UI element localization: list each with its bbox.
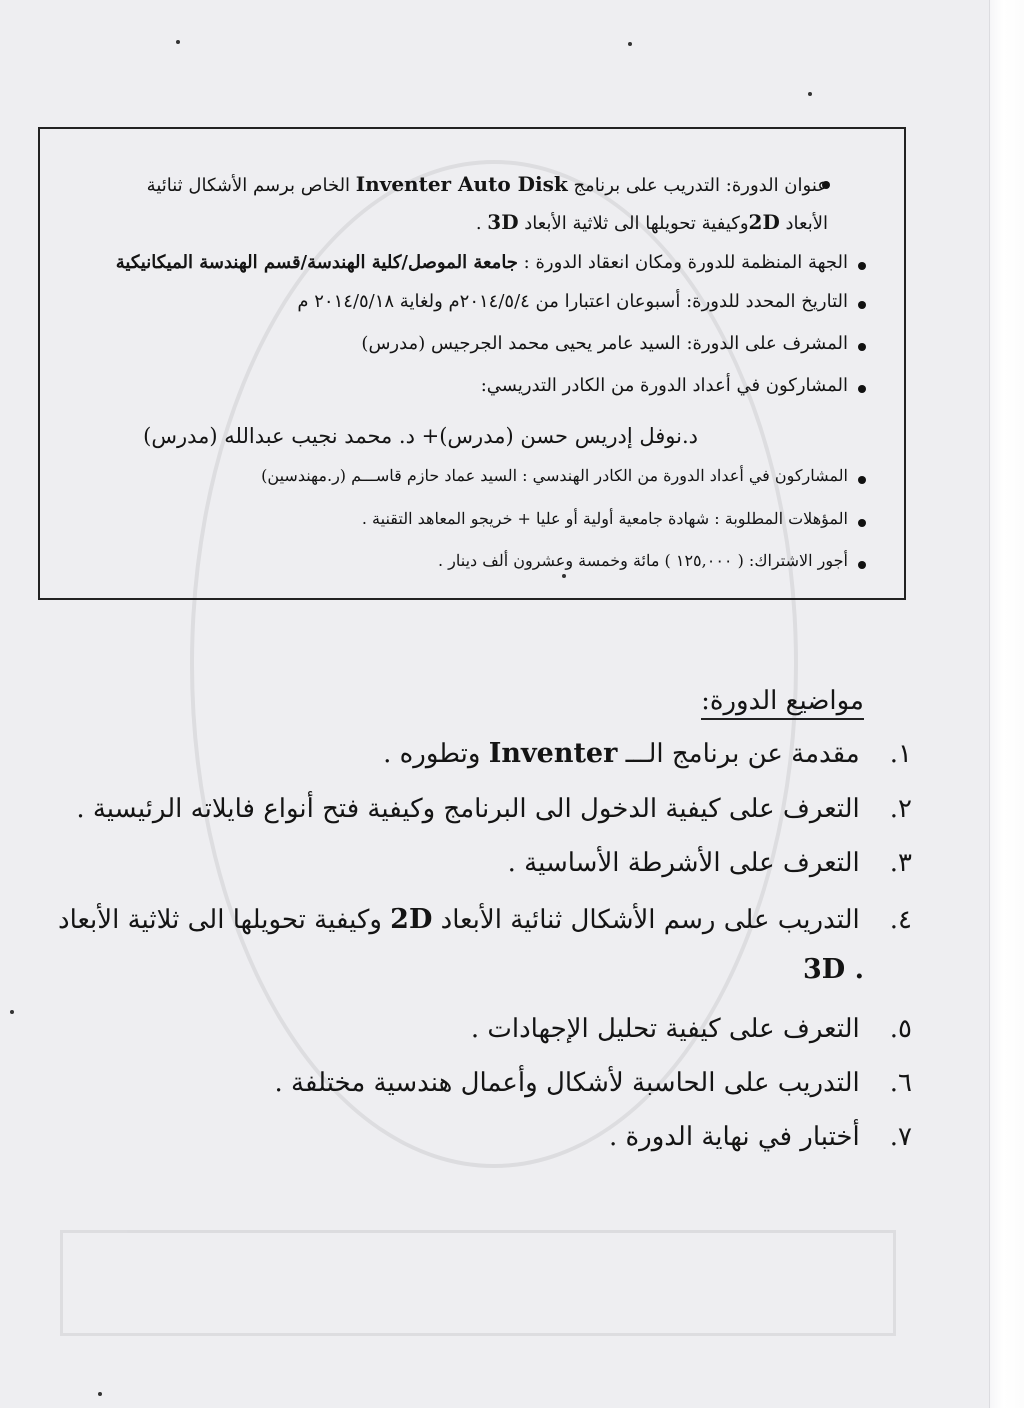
topic-item: ٦. التدريب على الحاسبة لأشكال وأعمال هندسية مختلفة . (274, 1068, 912, 1098)
bullet (858, 262, 866, 270)
course-dates: التاريخ المحدد للدورة: أسبوعان اعتبارا من ٢٠١٤/٥/٤م ولغاية ٢٠١٤/٥/١٨ م (297, 291, 848, 312)
topic-item: ٣. التعرف على الأشرطة الأساسية . (507, 848, 912, 878)
bullet (858, 519, 866, 527)
topic-item: ٤. التدريب على رسم الأشكال ثنائية الأبعاد 2D وكيفية تحويلها الى ثلاثية الأبعاد (58, 904, 912, 935)
topic-number: ١. (889, 739, 912, 769)
scan-speck (176, 40, 180, 44)
scan-speck (10, 1010, 14, 1014)
topic-number: ٧. (889, 1122, 912, 1152)
topic-item-continuation: . 3D (802, 954, 864, 985)
course-info-box (38, 127, 906, 600)
scan-speck (98, 1392, 102, 1396)
organizer-label: الجهة المنظمة للدورة ومكان انعقاد الدورة : (523, 252, 848, 273)
bullet (858, 561, 866, 569)
bullet (858, 343, 866, 351)
topic-item: ٧. أختبار في نهاية الدورة . (609, 1122, 912, 1152)
course-title-label: عنوان الدورة: (725, 175, 828, 196)
bullet (858, 385, 866, 393)
scan-speck (628, 42, 632, 46)
topic-number: ٤. (889, 905, 912, 935)
program-name: Inventer Auto Disk (355, 172, 568, 196)
teaching-staff-names: د.نوفل إدريس حسن (مدرس)+ د. محمد نجيب عبدالله (مدرس) (143, 424, 698, 448)
topic-number: ٣. (889, 848, 912, 878)
organizer-line (116, 252, 848, 273)
topics-heading: مواضيع الدورة: (701, 686, 864, 720)
scan-speck (808, 92, 812, 96)
topic-item: ١. مقدمة عن برنامج الـــ Inventer وتطوره . (383, 738, 912, 769)
organizer-value: جامعة الموصل/كلية الهندسة/قسم الهندسة الميكانيكية (115, 252, 518, 273)
faded-letterhead-footer (60, 1230, 896, 1336)
teaching-staff-label: المشاركون في أعداد الدورة من الكادر التدريسي: (480, 375, 848, 396)
fees: أجور الاشتراك: ( ١٢٥,٠٠٠ ) مائة وخمسة وعشرون ألف دينار . (437, 551, 848, 570)
program-name: Inventer (488, 738, 618, 769)
engineering-staff: المشاركون في أعداد الدورة من الكادر الهندسي : السيد عماد حازم قاســـم (ر.مهندسين) (261, 466, 848, 485)
qualifications: المؤهلات المطلوبة : شهادة جامعية أولية أو عليا + خريجو المعاهد التقنية . (361, 509, 848, 528)
topic-item: ٢. التعرف على كيفية الدخول الى البرنامج وكيفية فتح أنواع فايلاته الرئيسية . (76, 794, 912, 824)
topic-number: ٢. (889, 794, 912, 824)
topic-number: ٦. (889, 1068, 912, 1098)
bullet (858, 301, 866, 309)
supervisor: المشرف على الدورة: السيد عامر يحيى محمد الجرجيس (مدرس) (361, 333, 848, 354)
topic-item: ٥. التعرف على كيفية تحليل الإجهادات . (470, 1014, 912, 1044)
topic-number: ٥. (889, 1014, 912, 1044)
scan-speck (562, 574, 566, 578)
course-title-line1: عنوان الدورة: التدريب على برنامج Inventer Auto Disk الخاص برسم الأشكال ثنائية (146, 172, 828, 196)
bullet (858, 476, 866, 484)
course-title-line2: الأبعاد 2Dوكيفية تحويلها الى ثلاثية الأبعاد 3D . (475, 210, 828, 234)
scanned-page-edge (989, 0, 1024, 1408)
